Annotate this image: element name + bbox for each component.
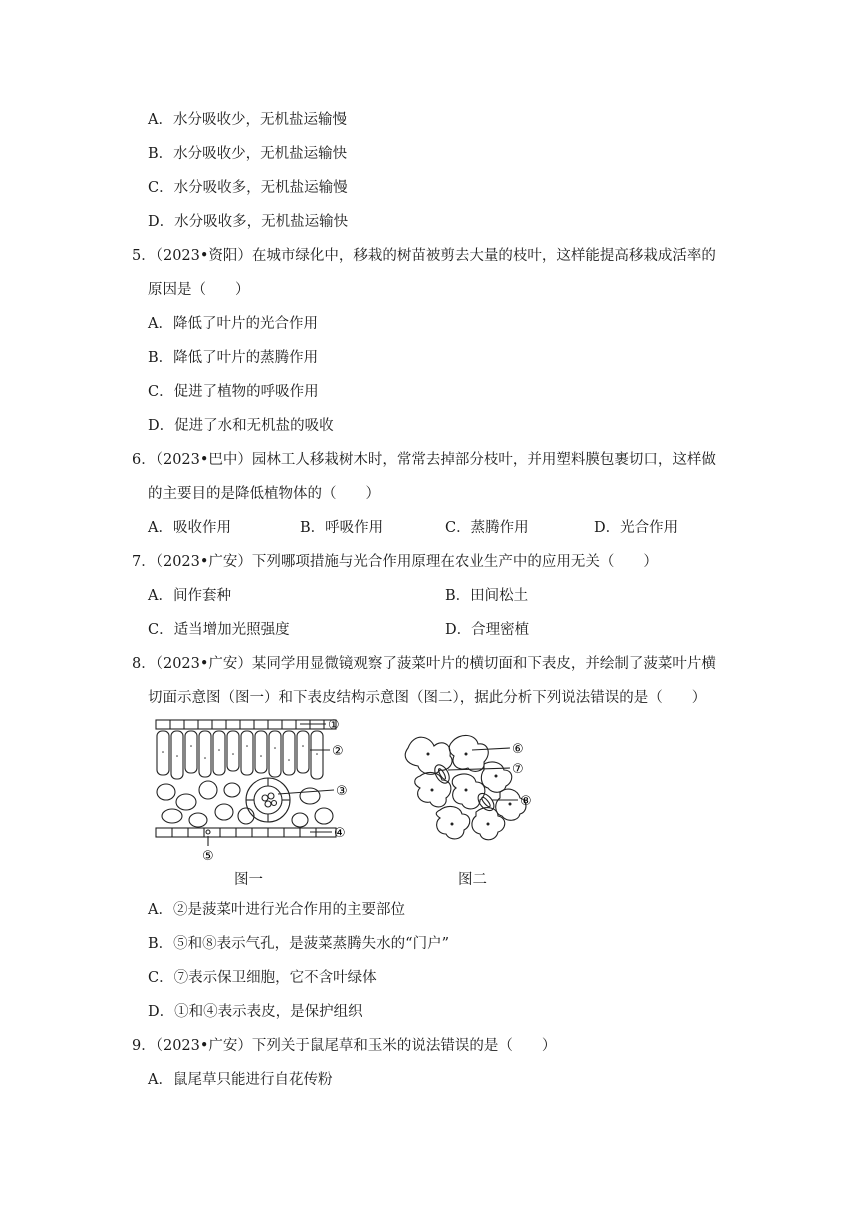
q7-option-d: D．合理密植 xyxy=(445,622,530,638)
label-8: ⑧ xyxy=(520,794,532,809)
q5-stem-line2: 原因是（ ） xyxy=(148,282,250,298)
q4-option-b: B．水分吸收少，无机盐运输快 xyxy=(148,146,348,162)
q7-option-c: C．适当增加光照强度 xyxy=(148,622,290,638)
q8-stem-line1: 8．（2023•广安）某同学用显微镜观察了菠菜叶片的横切面和下表皮，并绘制了菠菜叶片横 xyxy=(132,656,716,672)
q5-stem-line1: 5．（2023•资阳）在城市绿化中，移栽的树苗被剪去大量的枝叶，这样能提高移栽成活率的 xyxy=(132,248,716,264)
q8-option-d: D．①和④表示表皮，是保护组织 xyxy=(148,1004,363,1020)
q5-option-d: D．促进了水和无机盐的吸收 xyxy=(148,418,334,434)
q4-option-d: D．水分吸收多，无机盐运输快 xyxy=(148,214,349,230)
label-1: ① xyxy=(328,718,340,733)
q4-option-a: A．水分吸收少，无机盐运输慢 xyxy=(148,112,347,128)
q7-stem-line1: 7．（2023•广安）下列哪项措施与光合作用原理在农业生产中的应用无关（ ） xyxy=(132,554,658,570)
figure-2-caption: 图二 xyxy=(458,872,487,888)
q7-option-a: A．间作套种 xyxy=(148,588,231,604)
q6-stem-line1: 6．（2023•巴中）园林工人移栽树木时，常常去掉部分枝叶，并用塑料膜包裹切口，这样做 xyxy=(132,452,716,468)
q8-option-a: A．②是菠菜叶进行光合作用的主要部位 xyxy=(148,902,405,918)
lower-epidermis-figure xyxy=(400,728,560,858)
label-5: ⑤ xyxy=(202,849,214,864)
q5-option-b: B．降低了叶片的蒸腾作用 xyxy=(148,350,319,366)
label-4: ④ xyxy=(334,826,346,841)
q9-option-a: A．鼠尾草只能进行自花传粉 xyxy=(148,1072,333,1088)
q8-option-b: B．⑤和⑧表示气孔，是菠菜蒸腾失水的“门户” xyxy=(148,936,449,952)
q6-option-d: D．光合作用 xyxy=(594,520,679,536)
q6-option-b: B．呼吸作用 xyxy=(300,520,384,536)
q8-option-c: C．⑦表示保卫细胞，它不含叶绿体 xyxy=(148,970,377,986)
label-2: ② xyxy=(332,744,344,759)
q4-option-c: C．水分吸收多，无机盐运输慢 xyxy=(148,180,348,196)
q5-option-c: C．促进了植物的呼吸作用 xyxy=(148,384,319,400)
q9-stem-line1: 9．（2023•广安）下列关于鼠尾草和玉米的说法错误的是（ ） xyxy=(132,1038,557,1054)
figure-1-caption: 图一 xyxy=(234,872,263,888)
label-7: ⑦ xyxy=(512,762,524,777)
label-6: ⑥ xyxy=(512,742,524,757)
q7-option-b: B．田间松土 xyxy=(445,588,529,604)
q6-option-a: A．吸收作用 xyxy=(148,520,231,536)
q6-option-c: C．蒸腾作用 xyxy=(445,520,529,536)
q5-option-a: A．降低了叶片的光合作用 xyxy=(148,316,318,332)
q6-stem-line2: 的主要目的是降低植物体的（ ） xyxy=(148,486,380,502)
q8-stem-line2: 切面示意图（图一）和下表皮结构示意图（图二），据此分析下列说法错误的是（ ） xyxy=(148,690,707,706)
leaf-cross-section-figure xyxy=(150,716,370,866)
label-3: ③ xyxy=(336,784,348,799)
